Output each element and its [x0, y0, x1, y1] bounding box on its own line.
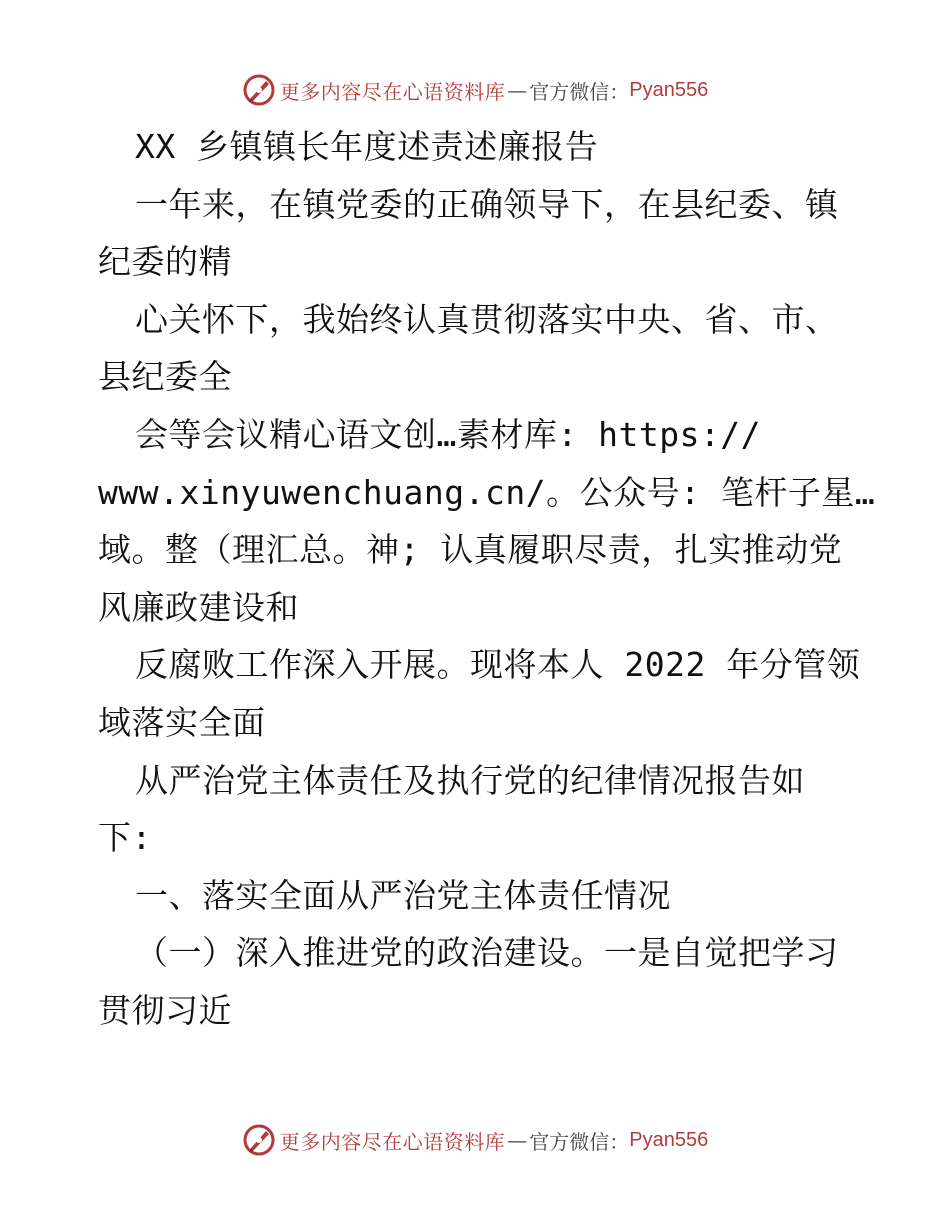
paragraph-line: 纪委的精	[98, 242, 232, 282]
section-heading: 一、落实全面从严治党主体责任情况	[135, 875, 671, 915]
banner-wechat-label: 官方微信：	[529, 1129, 630, 1154]
paragraph-line: 域。整（理汇总。神; 认真履职尽责，扎实推动党	[98, 530, 843, 570]
paragraph-line: 反腐败工作深入开展。现将本人 2022 年分管领	[135, 645, 861, 685]
header-watermark-banner	[0, 70, 950, 110]
paragraph-line: 心关怀下，我始终认真贯彻落实中央、省、市、	[135, 299, 839, 339]
footer-watermark-banner	[0, 1120, 950, 1160]
document-body	[98, 118, 876, 1040]
paragraph-line: 下:	[98, 818, 152, 858]
paragraph-line: 域落实全面	[98, 702, 266, 742]
paragraph-line: （一）深入推进党的政治建设。一是自觉把学习	[135, 933, 839, 973]
quill-pen-logo-icon	[242, 1123, 276, 1157]
banner-wechat-id: Pyan556	[629, 78, 709, 101]
paragraph-line: 风廉政建设和	[98, 587, 299, 627]
banner-wechat-id: Pyan556	[629, 1128, 709, 1151]
paragraph-line: 贯彻习近	[98, 990, 232, 1030]
document-title: XX 乡镇镇长年度述责述廉报告	[135, 127, 599, 166]
paragraph-line: 从严治党主体责任及执行党的纪律情况报告如	[135, 760, 805, 800]
banner-wechat-label: 官方微信：	[529, 79, 630, 104]
banner-separator: —	[507, 1128, 528, 1152]
banner-separator: —	[507, 78, 528, 102]
banner-site-text: 更多内容尽在心语资料库	[279, 79, 506, 104]
paragraph-line: www.xinyuwenchuang.cn/。公众号: 笔杆子星…	[98, 472, 876, 512]
banner-site-text: 更多内容尽在心语资料库	[279, 1129, 506, 1154]
paragraph-line: 会等会议精心语文创…素材库: https://	[135, 414, 762, 454]
quill-pen-logo-icon	[242, 73, 276, 107]
paragraph-line: 一年来，在镇党委的正确领导下，在县纪委、镇	[135, 184, 839, 224]
paragraph-line: 县纪委全	[98, 357, 232, 397]
